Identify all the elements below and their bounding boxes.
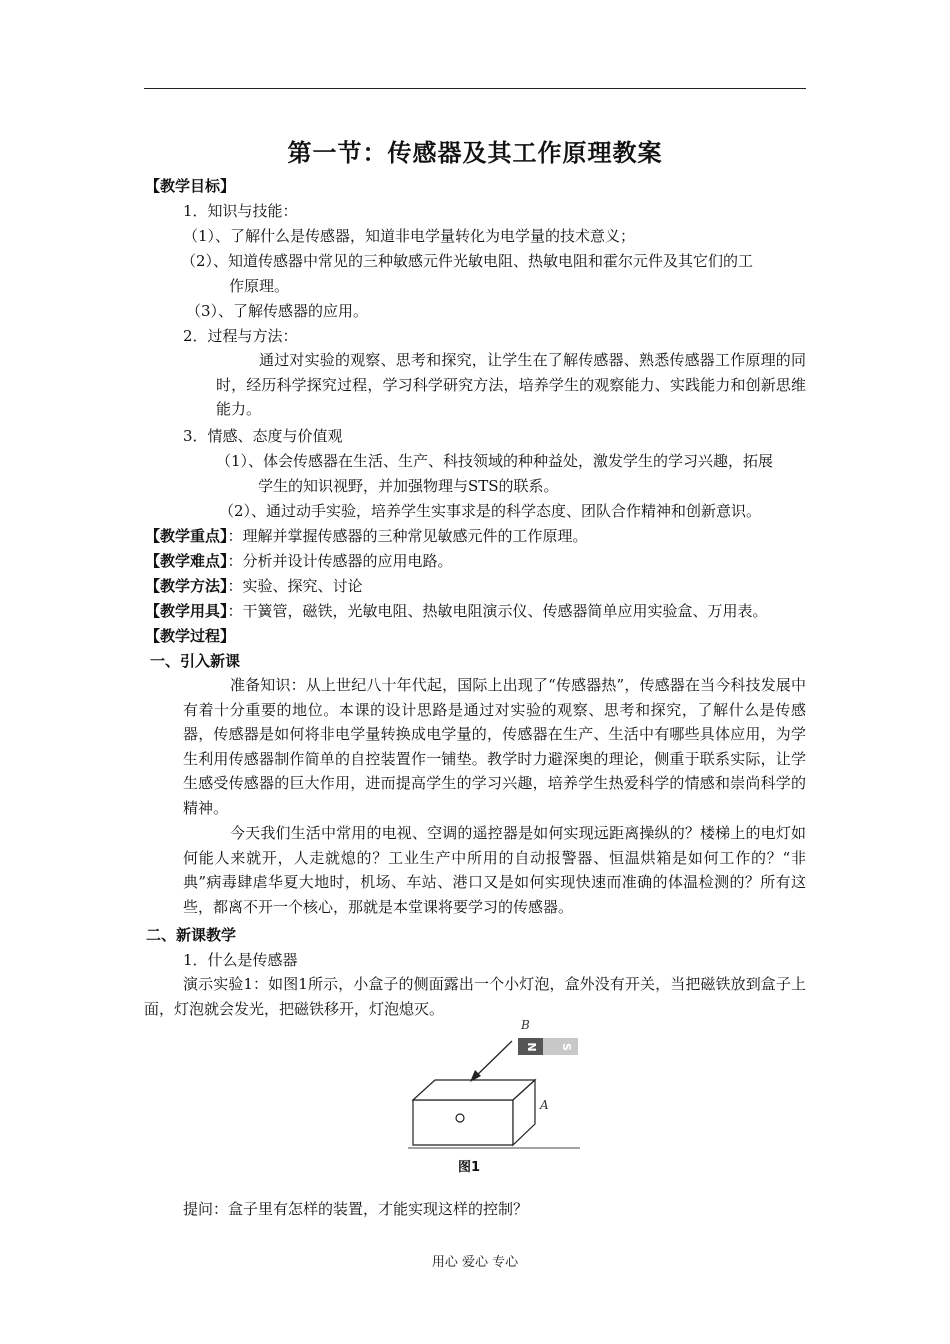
intro-paragraph-1: 准备知识：从上世纪八十年代起，国际上出现了“传感器热”，传感器在当今科技发展中有着十分重要的地位。本课的设计思路是通过对实验的观察、思考和探究，了解什么是传感器，传感器是如何将非电学量转换成电学量的，传感器在生产、生活中有哪些具体应用，为学生利用传感器制作简单的自控装置作一铺垫。教学时力避深奥的理论，侧重于联系实际，让学生感受传感器的巨大作用，进而提高学生的学习兴趣，培养学生热爱科学的情感和崇尚科学的精神。 <box>183 676 806 817</box>
process-method-title: 2．过程与方法： <box>183 327 298 345</box>
teaching-tools-label: 【教学用具】 <box>145 602 228 620</box>
figure-label-b: B <box>521 1018 530 1032</box>
page-footer: 用心 爱心 专心 <box>431 1255 519 1270</box>
figure-1-diagram <box>400 1012 590 1152</box>
attitude-item: （1）、体会传感器在生活、生产、科技领域的种种益处，激发学生的学习兴趣，拓展 <box>216 452 774 470</box>
process-method-text: 通过对实验的观察、思考和探究，让学生在了解传感器、熟悉传感器工作原理的同时，经历科学探究过程，学习科学研究方法，培养学生的观察能力、实践能力和创新思维能力。 <box>216 351 806 419</box>
objective-item: （3）、了解传感器的应用。 <box>186 302 369 320</box>
header-rule <box>144 88 806 89</box>
figure-label-a: A <box>540 1098 549 1112</box>
teaching-focus-label: 【教学重点】 <box>145 527 228 545</box>
bulb-icon <box>456 1114 464 1122</box>
teaching-method-label: 【教学方法】 <box>145 577 228 595</box>
demo-experiment-text: 演示实验1：如图1所示，小盒子的侧面露出一个小灯泡，盒外没有开关，当把磁铁放到盒子上面，灯泡就会发光，把磁铁移开，灯泡熄灭。 <box>144 975 806 1018</box>
section-new-lesson-title: 二、新课教学 <box>146 926 237 944</box>
question-text: 提问：盒子里有怎样的装置，才能实现这样的控制？ <box>183 1200 529 1218</box>
figure-caption: 图1 <box>458 1160 481 1175</box>
teaching-method <box>145 576 363 596</box>
section-intro-title: 一、引入新课 <box>150 652 241 670</box>
magnet-pole-n-label: N <box>525 1042 538 1052</box>
teaching-method-text: ：实验、探究、讨论 <box>227 577 363 595</box>
teaching-tools-text: ：干簧管，磁铁，光敏电阻、热敏电阻演示仪、传感器简单应用实验盒、万用表。 <box>227 602 768 620</box>
teaching-focus <box>145 526 588 546</box>
objectives-heading: 【教学目标】 <box>145 177 236 195</box>
attitude-item: （2）、通过动手实验，培养学生实事求是的科学态度、团队合作精神和创新意识。 <box>219 502 762 520</box>
box-front-face <box>413 1100 513 1145</box>
teaching-difficulty <box>145 551 453 571</box>
knowledge-skills-title: 1．知识与技能： <box>183 202 298 220</box>
objective-item: （1）、了解什么是传感器，知道非电学量转化为电学量的技术意义； <box>183 227 636 245</box>
attitude-values-title: 3．情感、态度与价值观 <box>183 427 343 445</box>
attitude-item-continued: 学生的知识视野，并加强物理与STS的联系。 <box>258 477 559 495</box>
teaching-difficulty-label: 【教学难点】 <box>145 552 228 570</box>
process-heading: 【教学过程】 <box>145 627 236 645</box>
teaching-difficulty-text: ：分析并设计传感器的应用电路。 <box>227 552 453 570</box>
page-title: 第一节：传感器及其工作原理教案 <box>287 139 663 167</box>
teaching-focus-text: ：理解并掌握传感器的三种常见敏感元件的工作原理。 <box>227 527 588 545</box>
teaching-tools <box>145 601 768 621</box>
subsection-what-is-sensor: 1．什么是传感器 <box>183 951 298 969</box>
magnet-pole-s-label: S <box>560 1043 573 1051</box>
objective-item: （2）、知道传感器中常见的三种敏感元件光敏电阻、热敏电阻和霍尔元件及其它们的工 <box>181 252 754 270</box>
objective-item-continued: 作原理。 <box>229 277 290 295</box>
intro-paragraph-2: 今天我们生活中常用的电视、空调的遥控器是如何实现远距离操纵的？楼梯上的电灯如何能人来就开，人走就熄的？工业生产中所用的自动报警器、恒温烘箱是如何工作的？“非典”病毒肆虐华夏大地时，机场、车站、港口又是如何实现快速而准确的体温检测的？所有这些，都离不开一个核心，那就是本堂课将要学习的传感器。 <box>183 824 806 916</box>
